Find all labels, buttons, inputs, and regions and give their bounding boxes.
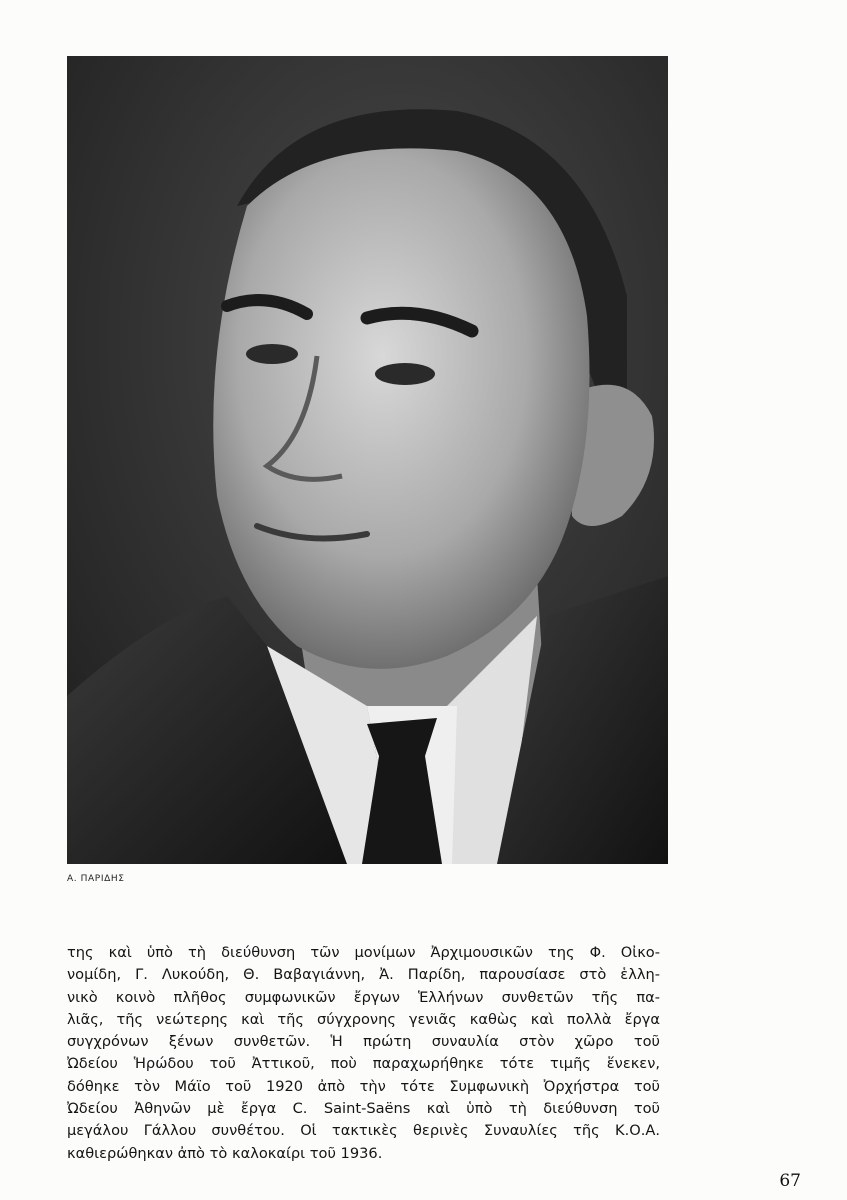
portrait-photo bbox=[67, 56, 668, 864]
text-line: συγχρόνων ξένων συνθετῶν. Ἡ πρώτη συναυλία στὸν χῶρο τοῦ bbox=[67, 1033, 660, 1051]
text-line: Ὠδείου Ἡρώδου τοῦ Ἀττικοῦ, ποὺ παραχωρήθηκε τότε τιμῆς ἕνεκεν, bbox=[67, 1055, 660, 1073]
text-line: λιᾶς, τῆς νεώτερης καὶ τῆς σύγχρονης γενιᾶς καθὼς καὶ πολλὰ ἔργα bbox=[67, 1010, 660, 1028]
text-line: δόθηκε τὸν Μάϊο τοῦ 1920 ἀπὸ τὴν τότε Συμφωνικὴ Ὀρχήστρα τοῦ bbox=[67, 1077, 660, 1095]
text-line: καθιερώθηκαν ἀπὸ τὸ καλοκαίρι τοῦ 1936. bbox=[67, 1144, 383, 1162]
photo-caption: Α. ΠΑΡΙΔΗΣ bbox=[67, 874, 125, 884]
text-line: μεγάλου Γάλλου συνθέτου. Οἱ τακτικὲς θερινὲς Συναυλίες τῆς Κ.Ο.Α. bbox=[67, 1122, 660, 1140]
text-line: νομίδη, Γ. Λυκούδη, Θ. Βαβαγιάννη, Ἀ. Παρίδη, παρουσίασε στὸ ἑλλη- bbox=[67, 966, 660, 984]
body-text bbox=[67, 942, 660, 1165]
portrait-illustration bbox=[67, 56, 668, 864]
page-number: 67 bbox=[779, 1171, 801, 1191]
text-line: Ὠδείου Ἀθηνῶν μὲ ἔργα C. Saint-Saëns καὶ ὑπὸ τὴ διεύθυνση τοῦ bbox=[67, 1100, 660, 1118]
text-line: νικὸ κοινὸ πλῆθος συμφωνικῶν ἔργων Ἑλλήνων συνθετῶν τῆς πα- bbox=[67, 988, 660, 1006]
text-line: της καὶ ὑπὸ τὴ διεύθυνση τῶν μονίμων Ἀρχιμουσικῶν της Φ. Οἰκο- bbox=[67, 944, 660, 961]
